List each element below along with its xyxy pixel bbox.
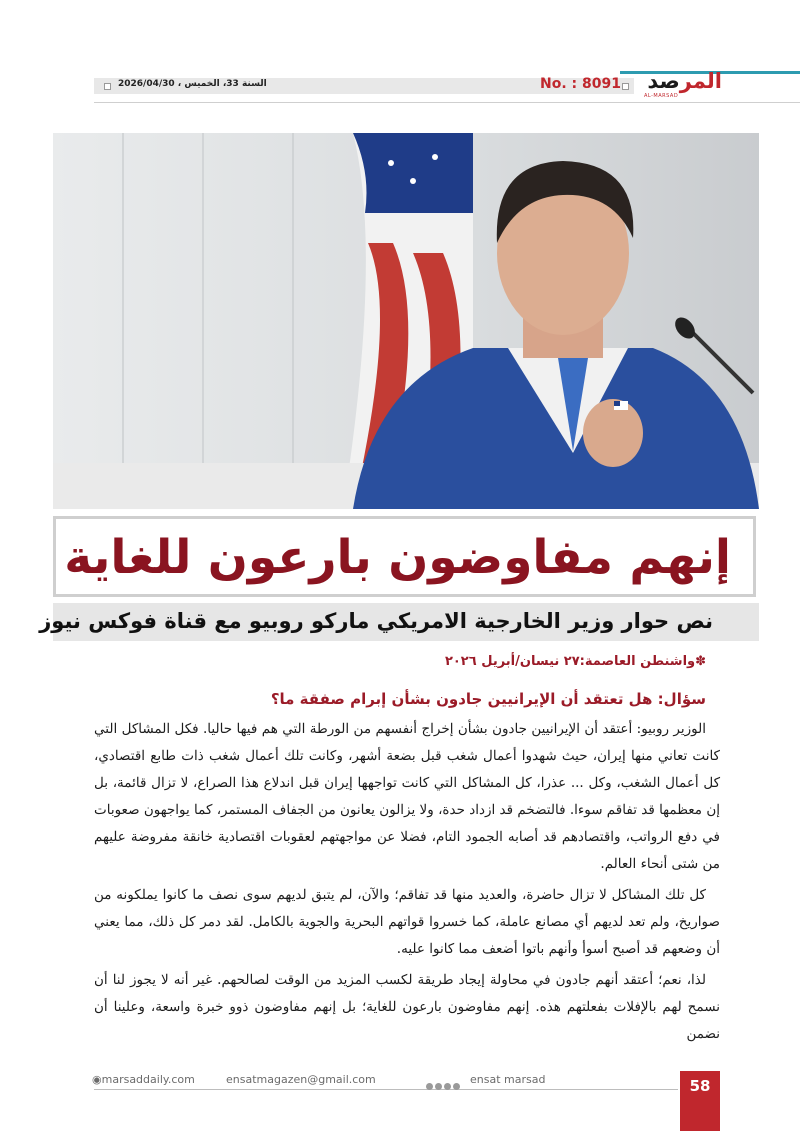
- instagram-icon[interactable]: [453, 1083, 460, 1090]
- twitter-icon[interactable]: [435, 1083, 442, 1090]
- social-icons: [426, 1075, 466, 1085]
- body-paragraph: لذا، نعم؛ أعتقد أنهم جادون في محاولة إيجاد طريقة لكسب المزيد من الوقت لصالحهم. غير أنه لا يجوز لنا أن نسمح لهم بالإفلات بفعلتهم هذه. إنهم مفاوضون بارعون للغاية؛ بل إنهم مفاوضون ذوو خبرة واسعة، وعلينا أن نضمن: [94, 972, 720, 1042]
- portrait-photo-icon: [53, 133, 759, 509]
- footer-rule: [94, 1089, 678, 1090]
- footer-social-handle: ensat marsad: [470, 1073, 546, 1086]
- page-number-box: [680, 1071, 720, 1131]
- globe-icon: ◉: [92, 1073, 102, 1086]
- footer-email[interactable]: ensatmagazen@gmail.com: [226, 1073, 376, 1086]
- footer-website[interactable]: ◉marsaddaily.com: [92, 1073, 195, 1086]
- article-headline: إنهم مفاوضون بارعون للغاية: [64, 530, 731, 585]
- headline-box: [53, 516, 756, 597]
- page-number: 58: [689, 1077, 711, 1095]
- issue-date: السنة 33، الخميس ، 2026/04/30: [118, 79, 267, 89]
- header-bullet-icon: [104, 83, 111, 90]
- facebook-icon[interactable]: [426, 1083, 433, 1090]
- issue-number: No. : 8091: [540, 76, 621, 92]
- article-photo: [53, 133, 759, 509]
- logo-subtitle: AL-MARSAD: [644, 93, 679, 99]
- header-bottom-rule: [94, 102, 800, 103]
- article-dateline: ✽واشنطن العاصمة:٢٧ نيسان/أبريل ٢٠٢٦: [444, 654, 706, 669]
- logo-wordmark: المرصد: [647, 69, 722, 93]
- header-bullet-icon: [622, 83, 629, 90]
- interview-question: سؤال: هل تعتقد أن الإيرانيين جادون بشأن إبرام صفقة ما؟: [270, 690, 706, 708]
- article-subtitle: نص حوار وزير الخارجية الامريكي ماركو روبيو مع قناة فوكس نيوز: [39, 609, 713, 633]
- body-paragraph: كل تلك المشاكل لا تزال حاضرة، والعديد منها قد تفاقم؛ والآن، لم يتبق لديهم سوى نصف ما كانوا يملكونه من صواريخ، ولم تعد لديهم أي مصانع عاملة، كما خسروا قواتهم البحرية والجوية بالكامل. لقد دمر كل ذلك، مما يعني أن وضعهم قد أصبح أسوأ وأنهم باتوا أضعف مما كانوا عليه.: [94, 887, 720, 957]
- youtube-icon[interactable]: [444, 1083, 451, 1090]
- body-paragraph: الوزير روبيو: أعتقد أن الإيرانيين جادون بشأن إخراج أنفسهم من الورطة التي هم فيها حاليا. فكل المشاكل التي كانت تعاني منها إيران، حيث شهدوا أعمال شغب قبل بضعة أشهر، وكانت تلك أعمال شغب ذات طابع اقتصادي، كل أعمال الشغب، وكل ... عذرا، كل المشاكل التي كانت تواجهها إيران قبل اندلاع هذا الصراع، لا تزال قائمة، بل إن معظمها قد تفاقم سوءا. فالتضخم قد ازداد حدة، ولا يزالون يعانون من الجفاف المستمر، كما يواجهون صعوبات في دفع الرواتب، واقتصادهم قد أصابه الجمود التام، فضلا عن مواجهتهم لعقوبات اقتصادية خانقة مفروضة عليهم من شتى أنحاء العالم.: [94, 721, 720, 872]
- subtitle-box: [39, 603, 759, 641]
- masthead-logo: [642, 69, 722, 100]
- article-body: [94, 716, 720, 1052]
